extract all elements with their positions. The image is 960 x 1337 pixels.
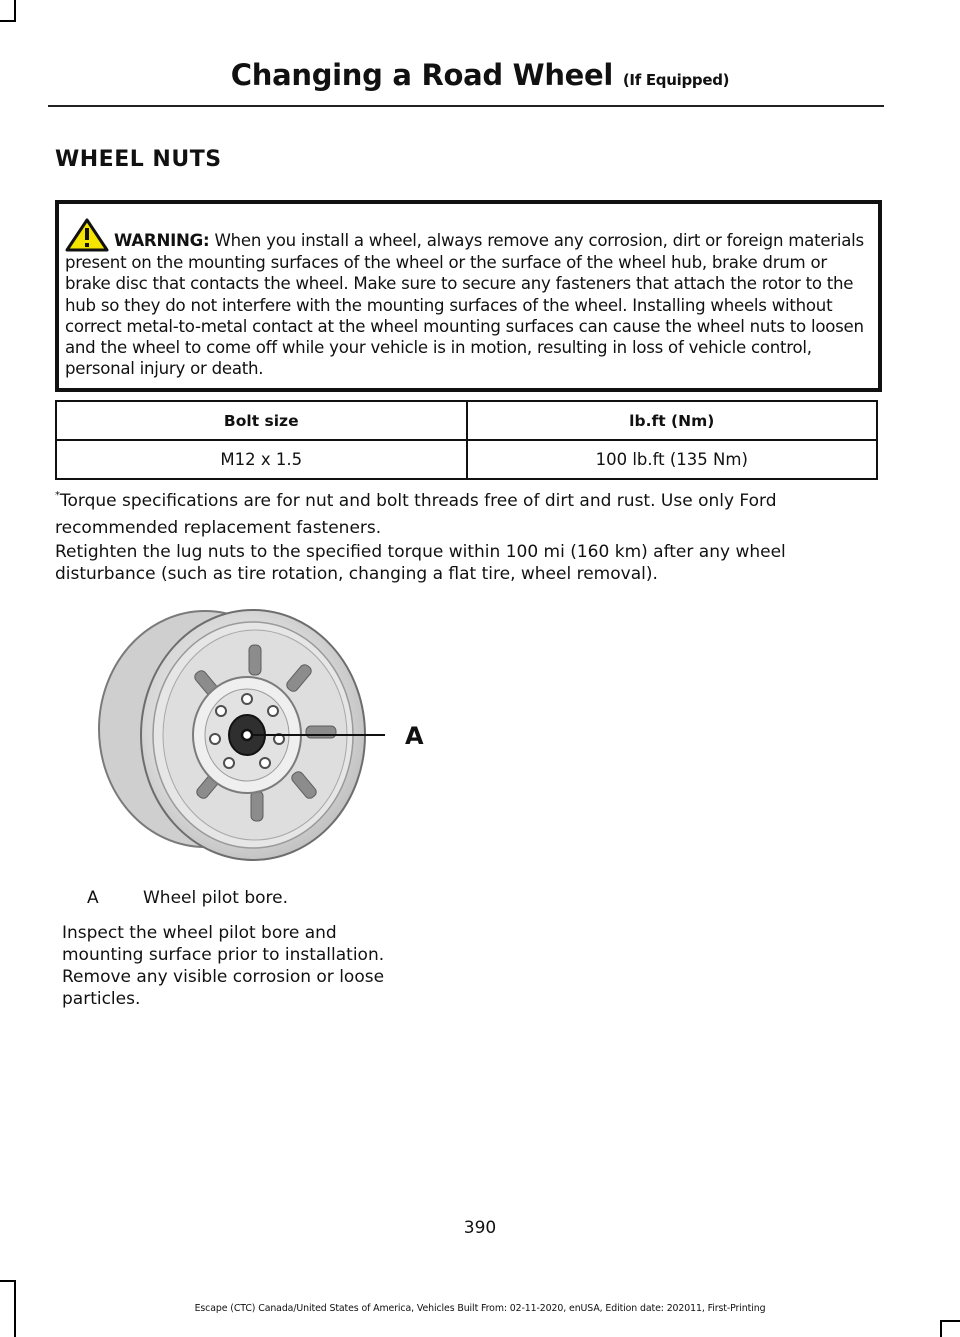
page-number: 390 — [463, 1218, 497, 1238]
page-header-title — [0, 58, 960, 92]
footnote-text: Torque specifications are for nut and bolt threads free of dirt and rust. Use only Ford recommended replacement fasteners. — [55, 491, 777, 538]
crop-mark — [940, 1320, 960, 1322]
inspect-paragraph: Inspect the wheel pilot bore and mounting surface prior to installation. Remove any visible corrosion or loose particles. — [62, 923, 385, 1009]
table-cell-bolt-size: M12 x 1.5 — [56, 440, 467, 479]
torque-spec-table — [55, 400, 878, 480]
warning-triangle-icon — [65, 218, 109, 252]
wheel-illustration — [93, 605, 445, 869]
torque-footnote — [55, 482, 885, 542]
callout-label-a: A — [405, 722, 424, 750]
footer-text: Escape (CTC) Canada/United States of America, Vehicles Built From: 02-11-2020, enUSA, Edition date: 202011, First-Printing — [194, 1303, 766, 1314]
table-header-torque: lb.ft (Nm) — [467, 401, 878, 440]
header-qualifier: (If Equipped) — [622, 71, 730, 89]
header-title-text: Changing a Road Wheel — [230, 58, 614, 92]
table-cell-torque: 100 lb.ft (135 Nm) — [467, 440, 878, 479]
section-heading: WHEEL NUTS — [55, 147, 222, 172]
retighten-paragraph: Retighten the lug nuts to the specified torque within 100 mi (160 km) after any wheel disturbance (such as tire rotation, changing a flat tire, wheel removal). — [55, 542, 786, 584]
crop-mark — [14, 0, 16, 22]
crop-mark — [0, 1280, 16, 1282]
table-header-row — [56, 401, 877, 440]
crop-mark — [940, 1320, 942, 1337]
crop-mark — [0, 20, 16, 22]
table-row — [56, 440, 877, 479]
caption-letter: A — [87, 888, 99, 908]
warning-box — [55, 200, 882, 392]
footnote-marker: * — [55, 490, 60, 501]
warning-text: When you install a wheel, always remove any corrosion, dirt or foreign materials present on the mounting surfaces of the wheel or the surface of the wheel hub, brake drum or brake disc that contacts the wheel. Make sure to secure any fasteners that attach the rotor to the hub so they do not interfere with the mounting surfaces of the wheel. Installing wheels without correct metal-to-metal contact at the wheel mounting surfaces can cause the wheel nuts to loosen and the wheel to come off while your vehicle is in motion, resulting in loss of vehicle control, personal injury or death. — [65, 231, 864, 379]
table-header-bolt-size: Bolt size — [56, 401, 467, 440]
caption-text: Wheel pilot bore. — [143, 888, 289, 908]
warning-label: WARNING: — [114, 231, 210, 250]
header-divider — [48, 105, 884, 107]
